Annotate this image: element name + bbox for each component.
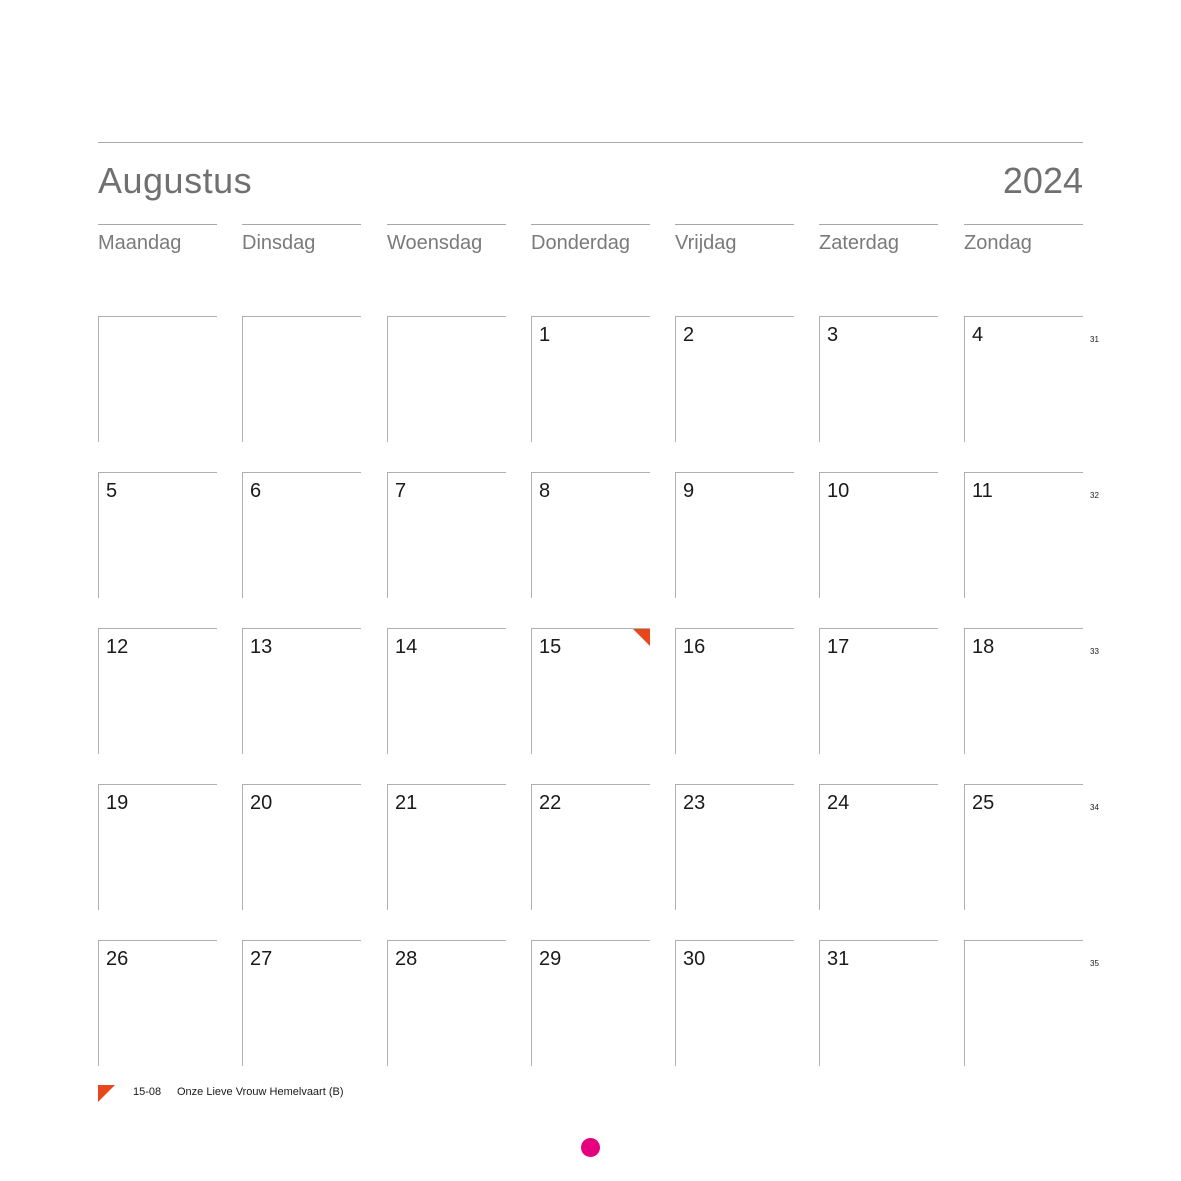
day-cell-21 xyxy=(387,784,506,910)
day-cell-20 xyxy=(242,784,361,910)
day-number: 25 xyxy=(972,792,995,814)
day-number: 16 xyxy=(683,636,706,658)
day-cell-31 xyxy=(819,940,938,1066)
day-number: 10 xyxy=(827,480,850,502)
day-number: 4 xyxy=(972,324,984,346)
day-number: 19 xyxy=(106,792,129,814)
day-cell-24 xyxy=(819,784,938,910)
weekday-header-woensdag: Woensdag xyxy=(387,224,506,255)
day-cell-6 xyxy=(242,472,361,598)
day-cell-19 xyxy=(98,784,217,910)
weekday-header-dinsdag: Dinsdag xyxy=(242,224,361,255)
day-cell-23 xyxy=(675,784,794,910)
day-number: 26 xyxy=(106,948,129,970)
top-rule xyxy=(98,142,1083,143)
month-title: Augustus xyxy=(98,160,253,201)
legend-date: 15-08 xyxy=(133,1086,162,1098)
day-cell-1 xyxy=(531,316,650,442)
day-number: 9 xyxy=(683,480,695,502)
day-number: 7 xyxy=(395,480,407,502)
weekday-header-maandag: Maandag xyxy=(98,224,217,255)
holiday-marker-icon xyxy=(633,629,650,646)
day-cell-2 xyxy=(675,316,794,442)
weekday-header-vrijdag: Vrijdag xyxy=(675,224,794,255)
day-number: 2 xyxy=(683,324,695,346)
week-number: 32 xyxy=(1090,491,1099,500)
weekday-header-zondag: Zondag xyxy=(964,224,1083,255)
day-number: 30 xyxy=(683,948,706,970)
day-number: 23 xyxy=(683,792,706,814)
day-cell-17 xyxy=(819,628,938,754)
day-cell-4 xyxy=(964,316,1083,442)
day-number: 17 xyxy=(827,636,850,658)
day-cell-3 xyxy=(819,316,938,442)
day-cell-22 xyxy=(531,784,650,910)
day-cell-18 xyxy=(964,628,1083,754)
day-cell-14 xyxy=(387,628,506,754)
day-number: 1 xyxy=(539,324,551,346)
day-number: 24 xyxy=(827,792,850,814)
day-cell-empty xyxy=(387,316,506,442)
page-indicator-dot xyxy=(581,1138,600,1157)
day-cell-5 xyxy=(98,472,217,598)
day-cell-30 xyxy=(675,940,794,1066)
day-cell-29 xyxy=(531,940,650,1066)
year-title: 2024 xyxy=(1002,160,1083,201)
legend-label: Onze Lieve Vrouw Hemelvaart (B) xyxy=(177,1086,344,1098)
day-number: 6 xyxy=(250,480,262,502)
day-number: 21 xyxy=(395,792,418,814)
day-number: 28 xyxy=(395,948,418,970)
day-number: 5 xyxy=(106,480,118,502)
day-cell-10 xyxy=(819,472,938,598)
day-number: 8 xyxy=(539,480,551,502)
day-number: 15 xyxy=(539,636,562,658)
day-number: 29 xyxy=(539,948,562,970)
day-number: 13 xyxy=(250,636,273,658)
day-cell-28 xyxy=(387,940,506,1066)
week-number: 33 xyxy=(1090,647,1099,656)
day-number: 31 xyxy=(827,948,850,970)
day-cell-empty xyxy=(98,316,217,442)
day-cell-12 xyxy=(98,628,217,754)
day-cell-27 xyxy=(242,940,361,1066)
day-cell-25 xyxy=(964,784,1083,910)
weekday-header-zaterdag: Zaterdag xyxy=(819,224,938,255)
day-number: 12 xyxy=(106,636,129,658)
day-cell-7 xyxy=(387,472,506,598)
day-number: 18 xyxy=(972,636,995,658)
day-cell-11 xyxy=(964,472,1083,598)
day-cell-13 xyxy=(242,628,361,754)
day-number: 14 xyxy=(395,636,418,658)
holiday-legend xyxy=(98,1085,498,1103)
weekday-header-donderdag: Donderdag xyxy=(531,224,650,255)
day-number: 27 xyxy=(250,948,273,970)
day-cell-8 xyxy=(531,472,650,598)
day-cell-15 xyxy=(531,628,650,754)
day-cell-26 xyxy=(98,940,217,1066)
day-cell-empty xyxy=(242,316,361,442)
day-cell-empty xyxy=(964,940,1083,1066)
day-number: 20 xyxy=(250,792,273,814)
day-cell-16 xyxy=(675,628,794,754)
day-number: 11 xyxy=(972,480,993,502)
holiday-marker-icon xyxy=(98,1085,115,1102)
day-cell-9 xyxy=(675,472,794,598)
week-number: 31 xyxy=(1090,335,1099,344)
week-number: 34 xyxy=(1090,803,1099,812)
week-number: 35 xyxy=(1090,959,1099,968)
day-number: 3 xyxy=(827,324,839,346)
day-number: 22 xyxy=(539,792,562,814)
